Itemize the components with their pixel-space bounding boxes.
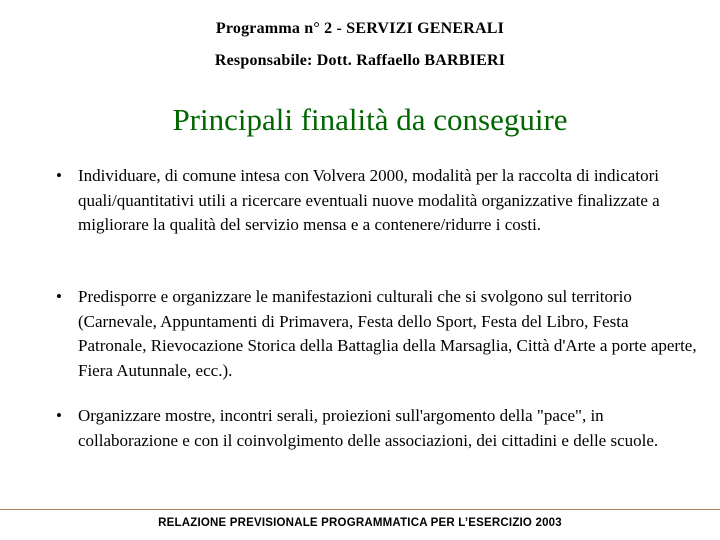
responsible-person: Responsabile: Dott. Raffaello BARBIERI xyxy=(214,52,506,69)
list-item-text: Individuare, di comune intesa con Volvera 2000, modalità per la raccolta di indicatori quali/quantitativi utili a ricercare eventuali nuove modalità organizzative finalizzate a migliorare la qualità del servizio mensa e a contenere/ridurre i costi. xyxy=(78,166,660,234)
footer-text: RELAZIONE PREVISIONALE PROGRAMMATICA PER L’ESERCIZIO 2003 xyxy=(158,517,562,529)
bullet-icon: • xyxy=(56,166,62,185)
page-title: Principali finalità da conseguire xyxy=(172,102,568,137)
bullet-icon: • xyxy=(56,406,62,425)
footer-divider xyxy=(0,509,720,510)
list-item-text: Predisporre e organizzare le manifestazioni culturali che si svolgono sul territorio (Carnevale, Appuntamenti di Primavera, Festa dello Sport, Festa del Libro, Festa Patronale, Rievocazione Storica della Battaglia della Marsaglia, Città d'Arte a porte aperte, Fiera Autunnale, ecc.). xyxy=(78,287,697,380)
bullet-icon: • xyxy=(56,287,62,306)
list-item-text: Organizzare mostre, incontri serali, proiezioni sull'argomento della "pace", in collaborazione e con il coinvolgimento delle associazioni, dei cittadini e delle scuole. xyxy=(78,406,659,450)
program-title: Programma n° 2 - SERVIZI GENERALI xyxy=(215,20,505,37)
